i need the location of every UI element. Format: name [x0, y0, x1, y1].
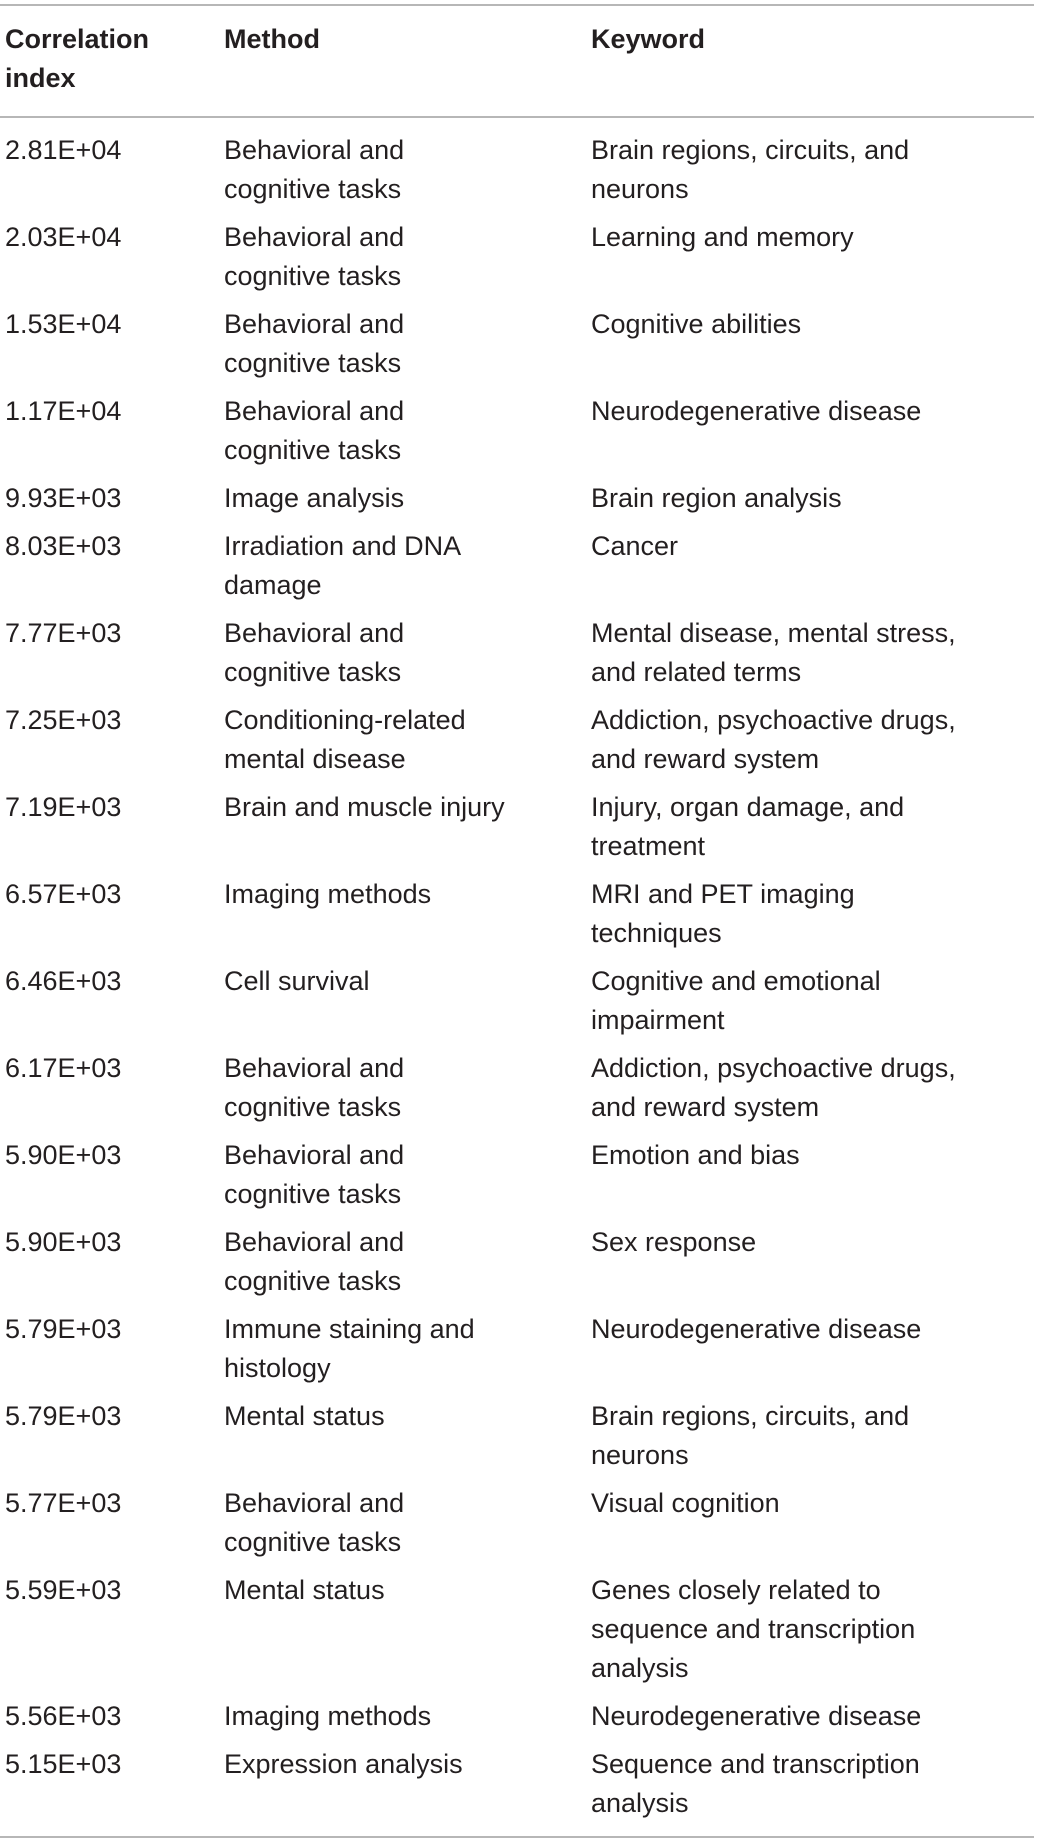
table-row [0, 479, 1034, 527]
cell-keyword: Neurodegenerative disease [591, 1314, 922, 1344]
cell-keyword: Mental disease, mental stress, and related terms [591, 618, 956, 687]
table-body [0, 131, 1034, 1832]
cell-correlation-index: 8.03E+03 [5, 531, 122, 561]
cell-correlation-index: 6.17E+03 [5, 1053, 122, 1083]
cell-keyword: Learning and memory [591, 222, 854, 252]
cell-method: Imaging methods [224, 879, 432, 909]
table-row [0, 1136, 1034, 1223]
table-row [0, 1571, 1034, 1697]
cell-method: Image analysis [224, 483, 405, 513]
table-header [0, 20, 1034, 110]
cell-correlation-index: 6.57E+03 [5, 879, 122, 909]
cell-method: Mental status [224, 1575, 385, 1605]
cell-method: Mental status [224, 1401, 385, 1431]
header-method: Method [224, 24, 320, 54]
table-row [0, 1049, 1034, 1136]
cell-method: Irradiation and DNA damage [224, 531, 462, 600]
cell-correlation-index: 5.90E+03 [5, 1140, 122, 1170]
cell-correlation-index: 5.79E+03 [5, 1314, 122, 1344]
table-header-rule [0, 116, 1034, 118]
cell-method: Expression analysis [224, 1749, 463, 1779]
table-row [0, 1310, 1034, 1397]
cell-method: Behavioral and cognitive tasks [224, 309, 405, 378]
cell-keyword: Brain regions, circuits, and neurons [591, 1401, 910, 1470]
cell-keyword: Sequence and transcription analysis [591, 1749, 920, 1818]
cell-method: Behavioral and cognitive tasks [224, 222, 405, 291]
table-row [0, 131, 1034, 218]
table-row [0, 1223, 1034, 1310]
table-row [0, 1745, 1034, 1832]
table-row [0, 614, 1034, 701]
table-bottom-rule [0, 1836, 1034, 1838]
cell-correlation-index: 5.59E+03 [5, 1575, 122, 1605]
cell-correlation-index: 7.19E+03 [5, 792, 122, 822]
table-row [0, 305, 1034, 392]
cell-method: Behavioral and cognitive tasks [224, 618, 405, 687]
table-row [0, 1697, 1034, 1745]
cell-method: Behavioral and cognitive tasks [224, 135, 405, 204]
header-correlation-index: Correlation index [5, 24, 150, 93]
cell-correlation-index: 1.17E+04 [5, 396, 122, 426]
cell-correlation-index: 5.56E+03 [5, 1701, 122, 1731]
cell-method: Behavioral and cognitive tasks [224, 396, 405, 465]
cell-correlation-index: 5.90E+03 [5, 1227, 122, 1257]
header-keyword: Keyword [591, 24, 706, 54]
table-top-rule [0, 4, 1034, 6]
cell-method: Brain and muscle injury [224, 792, 505, 822]
cell-correlation-index: 1.53E+04 [5, 309, 122, 339]
cell-method: Cell survival [224, 966, 370, 996]
cell-keyword: Addiction, psychoactive drugs, and reward system [591, 1053, 956, 1122]
cell-keyword: MRI and PET imaging techniques [591, 879, 855, 948]
cell-keyword: Sex response [591, 1227, 757, 1257]
cell-keyword: Visual cognition [591, 1488, 780, 1518]
table-row [0, 788, 1034, 875]
cell-correlation-index: 7.77E+03 [5, 618, 122, 648]
cell-keyword: Cancer [591, 531, 679, 561]
cell-correlation-index: 5.79E+03 [5, 1401, 122, 1431]
table-row [0, 962, 1034, 1049]
table-row [0, 1484, 1034, 1571]
table-row [0, 527, 1034, 614]
cell-correlation-index: 2.03E+04 [5, 222, 122, 252]
cell-keyword: Addiction, psychoactive drugs, and reward system [591, 705, 956, 774]
cell-method: Behavioral and cognitive tasks [224, 1053, 405, 1122]
cell-keyword: Genes closely related to sequence and transcription analysis [591, 1575, 916, 1683]
cell-correlation-index: 7.25E+03 [5, 705, 122, 735]
cell-method: Immune staining and histology [224, 1314, 475, 1383]
cell-keyword: Cognitive and emotional impairment [591, 966, 881, 1035]
cell-correlation-index: 2.81E+04 [5, 135, 122, 165]
cell-method: Conditioning-related mental disease [224, 705, 466, 774]
cell-correlation-index: 6.46E+03 [5, 966, 122, 996]
table-row [0, 218, 1034, 305]
cell-correlation-index: 5.15E+03 [5, 1749, 122, 1779]
cell-keyword: Brain regions, circuits, and neurons [591, 135, 910, 204]
cell-correlation-index: 9.93E+03 [5, 483, 122, 513]
cell-method: Behavioral and cognitive tasks [224, 1140, 405, 1209]
cell-method: Behavioral and cognitive tasks [224, 1488, 405, 1557]
cell-keyword: Neurodegenerative disease [591, 1701, 922, 1731]
cell-keyword: Cognitive abilities [591, 309, 802, 339]
cell-method: Behavioral and cognitive tasks [224, 1227, 405, 1296]
cell-keyword: Injury, organ damage, and treatment [591, 792, 905, 861]
cell-method: Imaging methods [224, 1701, 432, 1731]
cell-keyword: Brain region analysis [591, 483, 842, 513]
table-row [0, 701, 1034, 788]
table-row [0, 875, 1034, 962]
cell-keyword: Neurodegenerative disease [591, 396, 922, 426]
cell-correlation-index: 5.77E+03 [5, 1488, 122, 1518]
table-row [0, 1397, 1034, 1484]
table-row [0, 392, 1034, 479]
cell-keyword: Emotion and bias [591, 1140, 800, 1170]
